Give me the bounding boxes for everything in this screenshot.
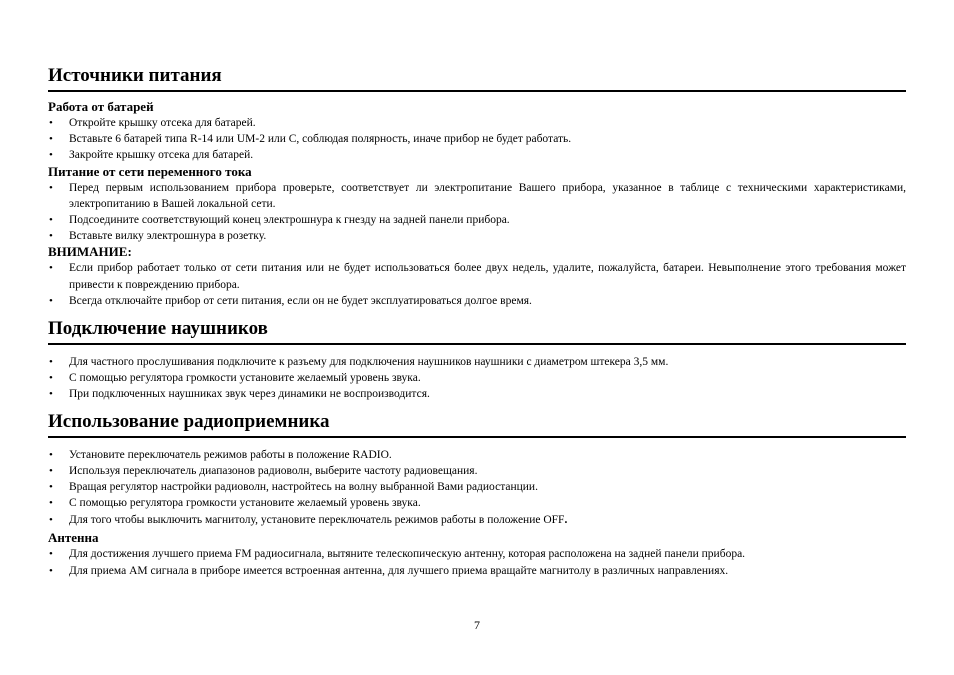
list-item: • Всегда отключайте прибор от сети питания, если он не будет эксплуатироваться долгое время. xyxy=(48,293,906,309)
list-item: • Используя переключатель диапазонов радиоволн, выберите частоту радиовещания. xyxy=(48,463,906,479)
section-headphones xyxy=(48,317,906,403)
list-item: • Закройте крышку отсека для батарей. xyxy=(48,147,906,163)
list-item: • С помощью регулятора громкости установите желаемый уровень звука. xyxy=(48,370,906,386)
list-warning xyxy=(48,260,906,309)
list-item: • Для достижения лучшего приема FM радиосигнала, вытяните телескопическую антенну, которая расположена на задней панели прибора. xyxy=(48,546,906,562)
off-item-period: . xyxy=(564,514,568,527)
list-item: • Для приема AM сигнала в приборе имеется встроенная антенна, для лучшего приема вращайте магнитолу в различных направлениях. xyxy=(48,563,906,579)
list-item: • Установите переключатель режимов работы в положение RADIO. xyxy=(48,447,906,463)
page-number: 7 xyxy=(474,618,480,632)
list-headphones xyxy=(48,354,906,403)
list-item: • Для частного прослушивания подключите к разъему для подключения наушников наушники с диаметром штекера 3,5 мм. xyxy=(48,354,906,370)
list-item: • Вставьте вилку электрошнура в розетку. xyxy=(48,228,906,244)
list-item: • Вращая регулятор настройки радиоволн, настройтесь на волну выбранной Вами радиостанции. xyxy=(48,479,906,495)
section-power xyxy=(48,64,906,309)
list-item: • Перед первым использованием прибора проверьте, соответствует ли электропитание Вашего прибора, указанное в таблице с техническими характеристиками, электропитанию в Вашей локальной сети. xyxy=(48,180,906,212)
subheading-warning: ВНИМАНИЕ: xyxy=(48,244,132,260)
list-item-off xyxy=(48,511,906,530)
subheading-ac: Питание от сети переменного тока xyxy=(48,163,252,179)
off-item-text: Для того чтобы выключить магнитолу, установите переключатель режимов работы в положение OFF xyxy=(69,514,565,527)
list-antenna xyxy=(48,546,906,578)
list-battery xyxy=(48,115,906,164)
list-item: • С помощью регулятора громкости установите желаемый уровень звука. xyxy=(48,495,906,511)
subheading-antenna: Антенна xyxy=(48,530,99,546)
list-radio xyxy=(48,447,906,531)
list-item: • Подсоедините соответствующий конец электрошнура к гнезду на задней панели прибора. xyxy=(48,212,906,228)
section-title-power: Источники питания xyxy=(48,64,906,92)
section-radio xyxy=(48,410,906,579)
list-item: • Вставьте 6 батарей типа R-14 или UM-2 или C, соблюдая полярность, иначе прибор не будет работать. xyxy=(48,131,906,147)
section-title-radio: Использование радиоприемника xyxy=(48,410,906,438)
list-ac xyxy=(48,180,906,245)
section-title-headphones: Подключение наушников xyxy=(48,317,906,345)
list-item: • Если прибор работает только от сети питания или не будет использоваться более двух недель, удалите, пожалуйста, батареи. Невыполнение этого требования может привести к повреждению прибора. xyxy=(48,260,906,292)
subheading-battery: Работа от батарей xyxy=(48,99,154,114)
page-content xyxy=(48,64,906,579)
list-item: • Откройте крышку отсека для батарей. xyxy=(48,115,906,131)
list-item: • При подключенных наушниках звук через динамики не воспроизводится. xyxy=(48,386,906,402)
